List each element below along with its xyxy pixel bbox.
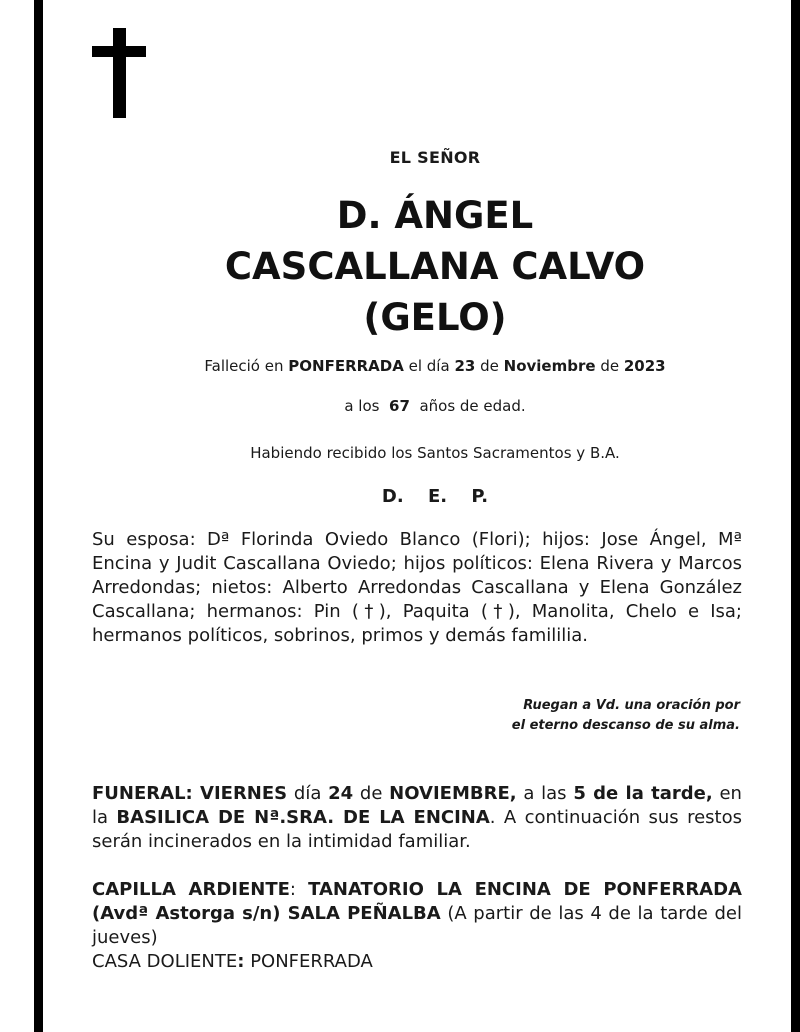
honorific: EL SEÑOR <box>389 148 481 167</box>
house-place: PONFERRADA <box>250 951 373 972</box>
house-info: CASA DOLIENTE: PONFERRADA <box>92 951 373 972</box>
funeral-month: NOVIEMBRE, <box>389 783 517 804</box>
funeral-time: 5 de la tarde, <box>573 783 713 804</box>
chapel-note: (A partir de las 4 de la tarde del jueves) <box>92 903 742 948</box>
age-line: a los 67 años de edad. <box>344 397 526 415</box>
sacraments-line: Habiendo recibido los Santos Sacramentos y B.A. <box>250 444 620 462</box>
funeral-label: FUNERAL: VIERNES <box>92 783 288 804</box>
latin-cross-icon <box>92 28 146 118</box>
deceased-name <box>90 190 780 343</box>
prayer-request: Ruegan a Vd. una oración por el eterno descanso de su alma. <box>511 698 740 733</box>
death-day: 23 <box>454 357 476 375</box>
death-year: 2023 <box>623 357 666 375</box>
house-label: CASA DOLIENTE <box>92 951 238 972</box>
death-month: Noviembre <box>503 357 596 375</box>
name-line-1: D. ÁNGEL <box>336 194 534 237</box>
chapel-info: CAPILLA ARDIENTE: TANATORIO LA ENCINA DE PONFERRADA (Avdª Astorga s/n) SALA PEÑALBA (A partir de las 4 de la tarde del jueves) <box>92 879 742 948</box>
name-line-2: CASCALLANA CALVO <box>224 245 646 288</box>
age-value: 67 <box>389 397 410 415</box>
death-place: PONFERRADA <box>288 357 404 375</box>
family-paragraph: Su esposa: Dª Florinda Oviedo Blanco (Flori); hijos: Jose Ángel, Mª Encina y Judit Cascallana Oviedo; hijos políticos: Elena Rivera y Marcos Arredondas; nietos: Alberto Arredondas Cascallana y Elena González Cascallana; hermanos: Pin (†), Paquita (†), Manolita, Chelo e Isa; hermanos políticos, sobrinos, primos y demás famililia. <box>92 529 742 646</box>
left-border <box>34 0 43 1032</box>
funeral-info: FUNERAL: VIERNES día 24 de NOVIEMBRE, a las 5 de la tarde, en la BASILICA DE Nª.SRA. DE LA ENCINA. A continuación sus restos serán incinerados en la intimidad familiar. <box>92 783 742 852</box>
funeral-day: 24 <box>328 783 354 804</box>
chapel-place: TANATORIO LA ENCINA DE PONFERRADA (Avdª Astorga s/n) SALA PEÑALBA <box>92 879 742 924</box>
right-border <box>791 0 800 1032</box>
name-line-3: (GELO) <box>363 296 507 339</box>
funeral-place: BASILICA DE Nª.SRA. DE LA ENCINA <box>116 807 490 828</box>
dep-line: D. E. P. <box>381 486 489 507</box>
death-notice: Falleció en PONFERRADA el día 23 de Noviembre de 2023 <box>204 357 666 375</box>
chapel-label: CAPILLA ARDIENTE <box>92 879 290 900</box>
